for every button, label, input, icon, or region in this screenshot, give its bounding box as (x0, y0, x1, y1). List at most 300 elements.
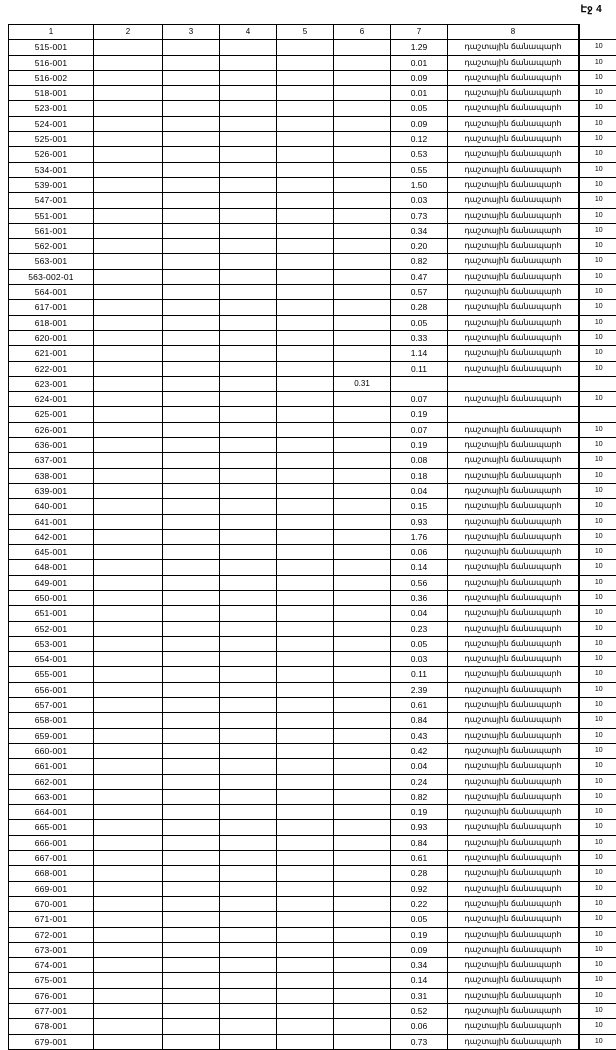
table-row (9, 453, 616, 468)
cell-value: 0.93 (391, 514, 448, 529)
cell-c3 (163, 208, 220, 223)
cell-c6 (334, 239, 391, 254)
cell-c3 (163, 621, 220, 636)
cell-c5 (277, 1034, 334, 1049)
table-row (9, 759, 616, 774)
cell-c2 (94, 468, 163, 483)
cell-c5 (277, 285, 334, 300)
cell-description: դաշտային ճանապարհ (448, 774, 580, 789)
cell-c4 (220, 560, 277, 575)
cell-value: 0.61 (391, 698, 448, 713)
cell-c5 (277, 40, 334, 55)
cell-c6 (334, 942, 391, 957)
cell-c3 (163, 728, 220, 743)
cell-c2 (94, 560, 163, 575)
table-row (9, 269, 616, 284)
cell-tail: 10 (579, 713, 616, 728)
cell-c6 (334, 636, 391, 651)
cell-c3 (163, 896, 220, 911)
cell-description: դաշտային ճանապարհ (448, 101, 580, 116)
cell-c3 (163, 438, 220, 453)
cell-c2 (94, 361, 163, 376)
cell-c6 (334, 851, 391, 866)
cell-c6 (334, 682, 391, 697)
cell-code: 526-001 (9, 147, 94, 162)
cell-tail: 10 (579, 652, 616, 667)
cell-c5 (277, 636, 334, 651)
cell-value: 0.04 (391, 606, 448, 621)
cell-value: 0.11 (391, 361, 448, 376)
cell-c6 (334, 652, 391, 667)
cell-c5 (277, 560, 334, 575)
cell-c2 (94, 682, 163, 697)
cell-value: 0.82 (391, 254, 448, 269)
table-row (9, 162, 616, 177)
cell-c4 (220, 759, 277, 774)
table-row (9, 483, 616, 498)
table-row (9, 743, 616, 758)
cell-c4 (220, 376, 277, 391)
cell-c6 (334, 774, 391, 789)
cell-c4 (220, 774, 277, 789)
cell-c3 (163, 529, 220, 544)
cell-c6 (334, 789, 391, 804)
cell-tail: 10 (579, 1034, 616, 1049)
cell-c3 (163, 743, 220, 758)
cell-c5 (277, 330, 334, 345)
cell-c5 (277, 789, 334, 804)
cell-code: 637-001 (9, 453, 94, 468)
cell-c4 (220, 346, 277, 361)
cell-code: 642-001 (9, 529, 94, 544)
cell-c5 (277, 223, 334, 238)
cell-value: 0.22 (391, 896, 448, 911)
table-row (9, 147, 616, 162)
table-row (9, 988, 616, 1003)
table-row (9, 942, 616, 957)
table-row (9, 315, 616, 330)
column-header-4: 4 (220, 25, 277, 40)
table-row (9, 789, 616, 804)
cell-c6 (334, 575, 391, 590)
cell-c2 (94, 973, 163, 988)
cell-value: 0.47 (391, 269, 448, 284)
cell-code: 638-001 (9, 468, 94, 483)
cell-c4 (220, 713, 277, 728)
cell-c2 (94, 70, 163, 85)
cell-c3 (163, 239, 220, 254)
cell-c3 (163, 789, 220, 804)
cell-c2 (94, 667, 163, 682)
cell-value: 0.09 (391, 942, 448, 957)
cell-description: դաշտային ճանապարհ (448, 713, 580, 728)
cell-c5 (277, 881, 334, 896)
cell-c2 (94, 132, 163, 147)
table-body (9, 40, 616, 1050)
cell-code: 620-001 (9, 330, 94, 345)
cell-c2 (94, 55, 163, 70)
cell-c4 (220, 529, 277, 544)
cell-code: 562-001 (9, 239, 94, 254)
cell-code: 515-001 (9, 40, 94, 55)
cell-c3 (163, 851, 220, 866)
cell-c4 (220, 315, 277, 330)
cell-description: դաշտային ճանապարհ (448, 330, 580, 345)
cell-c6 (334, 453, 391, 468)
cell-tail: 10 (579, 851, 616, 866)
cell-c3 (163, 1034, 220, 1049)
table-row (9, 698, 616, 713)
cell-c4 (220, 652, 277, 667)
cell-c6 (334, 973, 391, 988)
cell-c3 (163, 820, 220, 835)
cell-description: դաշտային ճանապարհ (448, 315, 580, 330)
cell-value: 0.19 (391, 438, 448, 453)
cell-c5 (277, 652, 334, 667)
cell-tail: 10 (579, 866, 616, 881)
table-row (9, 101, 616, 116)
cell-c4 (220, 636, 277, 651)
cell-c5 (277, 208, 334, 223)
cell-tail: 10 (579, 453, 616, 468)
cell-value: 0.14 (391, 560, 448, 575)
cell-c2 (94, 162, 163, 177)
cell-tail: 10 (579, 560, 616, 575)
cell-c5 (277, 315, 334, 330)
cell-c3 (163, 759, 220, 774)
cell-tail: 10 (579, 1019, 616, 1034)
cell-c4 (220, 1019, 277, 1034)
table-row (9, 361, 616, 376)
cell-c4 (220, 728, 277, 743)
cell-code: 617-001 (9, 300, 94, 315)
cell-c3 (163, 376, 220, 391)
cell-tail: 10 (579, 958, 616, 973)
cell-c2 (94, 606, 163, 621)
cell-c5 (277, 392, 334, 407)
cell-c4 (220, 835, 277, 850)
cell-c2 (94, 422, 163, 437)
cell-c6 (334, 40, 391, 55)
cell-c6 (334, 820, 391, 835)
cell-c3 (163, 330, 220, 345)
cell-c4 (220, 820, 277, 835)
cell-code: 672-001 (9, 927, 94, 942)
cell-c2 (94, 300, 163, 315)
cell-c6 (334, 223, 391, 238)
cell-c2 (94, 438, 163, 453)
cell-c5 (277, 361, 334, 376)
table-row (9, 499, 616, 514)
cell-tail: 10 (579, 223, 616, 238)
table-header (9, 25, 616, 40)
cell-c5 (277, 866, 334, 881)
cell-c4 (220, 468, 277, 483)
cell-c6 (334, 988, 391, 1003)
table-row (9, 438, 616, 453)
cell-tail: 10 (579, 606, 616, 621)
cell-tail: 10 (579, 774, 616, 789)
cell-tail: 10 (579, 499, 616, 514)
cell-c2 (94, 575, 163, 590)
cell-value: 0.34 (391, 958, 448, 973)
cell-c6 (334, 70, 391, 85)
cell-c4 (220, 927, 277, 942)
cell-code: 622-001 (9, 361, 94, 376)
table-header-row (9, 25, 616, 40)
cell-value (391, 376, 448, 391)
cell-c2 (94, 208, 163, 223)
cell-c2 (94, 1019, 163, 1034)
cell-c2 (94, 866, 163, 881)
cell-description: դաշտային ճանապարհ (448, 514, 580, 529)
cell-tail: 10 (579, 177, 616, 192)
cell-tail: 10 (579, 835, 616, 850)
cell-c5 (277, 759, 334, 774)
cell-code: 668-001 (9, 866, 94, 881)
table-row (9, 116, 616, 131)
cell-value: 0.06 (391, 1019, 448, 1034)
cell-description: դաշտային ճանապարհ (448, 896, 580, 911)
cell-c6 (334, 743, 391, 758)
cell-code: 639-001 (9, 483, 94, 498)
cell-value: 0.12 (391, 132, 448, 147)
cell-c6 (334, 101, 391, 116)
cell-tail: 10 (579, 254, 616, 269)
cell-tail: 10 (579, 667, 616, 682)
cell-value: 0.57 (391, 285, 448, 300)
cell-c5 (277, 728, 334, 743)
cell-tail: 10 (579, 285, 616, 300)
cell-c2 (94, 743, 163, 758)
cell-c2 (94, 713, 163, 728)
cell-c3 (163, 652, 220, 667)
cell-tail: 10 (579, 346, 616, 361)
table-row (9, 1034, 616, 1049)
cell-c5 (277, 835, 334, 850)
cell-c5 (277, 483, 334, 498)
cell-code: 659-001 (9, 728, 94, 743)
cell-code: 525-001 (9, 132, 94, 147)
cell-code: 658-001 (9, 713, 94, 728)
cell-value: 0.05 (391, 912, 448, 927)
table-row (9, 376, 616, 391)
cell-c5 (277, 590, 334, 605)
cell-c6 (334, 269, 391, 284)
cell-c5 (277, 468, 334, 483)
cell-c2 (94, 116, 163, 131)
cell-c3 (163, 912, 220, 927)
cell-c6 (334, 958, 391, 973)
cell-c2 (94, 392, 163, 407)
table-row (9, 208, 616, 223)
cell-description: դաշտային ճանապարհ (448, 1034, 580, 1049)
cell-tail (579, 407, 616, 422)
table-row (9, 652, 616, 667)
cell-description: դաշտային ճանապարհ (448, 988, 580, 1003)
cell-c2 (94, 805, 163, 820)
column-header-5: 5 (277, 25, 334, 40)
cell-c6 (334, 529, 391, 544)
cell-c6 (334, 1004, 391, 1019)
cell-description: դաշտային ճանապարհ (448, 973, 580, 988)
cell-c5 (277, 147, 334, 162)
cell-code: 625-001 (9, 407, 94, 422)
cell-code: 674-001 (9, 958, 94, 973)
cell-c3 (163, 499, 220, 514)
cell-description: դաշտային ճանապարհ (448, 208, 580, 223)
cell-code: 665-001 (9, 820, 94, 835)
cell-c6 (334, 438, 391, 453)
cell-code: 636-001 (9, 438, 94, 453)
cell-value: 0.05 (391, 101, 448, 116)
cell-c3 (163, 667, 220, 682)
cell-description: դաշտային ճանապարհ (448, 652, 580, 667)
cell-c3 (163, 805, 220, 820)
table-row (9, 973, 616, 988)
cell-c6 (334, 254, 391, 269)
cell-code: 564-001 (9, 285, 94, 300)
cell-c5 (277, 942, 334, 957)
cell-c5 (277, 116, 334, 131)
cell-c4 (220, 590, 277, 605)
cell-c5 (277, 132, 334, 147)
cell-c4 (220, 545, 277, 560)
cell-code: 516-002 (9, 70, 94, 85)
cell-code: 654-001 (9, 652, 94, 667)
cell-c4 (220, 973, 277, 988)
cell-c3 (163, 1004, 220, 1019)
cell-c2 (94, 346, 163, 361)
cell-c6 (334, 422, 391, 437)
cell-code: 667-001 (9, 851, 94, 866)
cell-description: դաշտային ճանապարհ (448, 958, 580, 973)
cell-c2 (94, 1004, 163, 1019)
cell-c2 (94, 177, 163, 192)
cell-c4 (220, 162, 277, 177)
cell-c2 (94, 728, 163, 743)
cell-description: դաշտային ճանապարհ (448, 942, 580, 957)
cell-tail: 10 (579, 805, 616, 820)
cell-c4 (220, 743, 277, 758)
table-row (9, 514, 616, 529)
cell-c2 (94, 759, 163, 774)
cell-value: 0.05 (391, 315, 448, 330)
cell-c5 (277, 514, 334, 529)
cell-value: 0.04 (391, 483, 448, 498)
cell-c5 (277, 682, 334, 697)
cell-c3 (163, 254, 220, 269)
cell-c3 (163, 606, 220, 621)
column-header-3: 3 (163, 25, 220, 40)
cell-description: դաշտային ճանապարհ (448, 468, 580, 483)
cell-c4 (220, 606, 277, 621)
cell-value: 0.82 (391, 789, 448, 804)
cell-c6 (334, 407, 391, 422)
table-row (9, 728, 616, 743)
cell-tail: 10 (579, 438, 616, 453)
cell-code: 648-001 (9, 560, 94, 575)
cell-c3 (163, 927, 220, 942)
cell-code: 675-001 (9, 973, 94, 988)
cell-c2 (94, 774, 163, 789)
cell-value: 0.05 (391, 636, 448, 651)
cell-c3 (163, 468, 220, 483)
cell-c6 (334, 132, 391, 147)
cell-code: 551-001 (9, 208, 94, 223)
cell-c4 (220, 866, 277, 881)
table-row (9, 621, 616, 636)
column-header-1: 1 (9, 25, 94, 40)
cell-value: 0.73 (391, 208, 448, 223)
cell-tail: 10 (579, 392, 616, 407)
cell-c6 (334, 86, 391, 101)
cell-c6 (334, 285, 391, 300)
cell-c5 (277, 713, 334, 728)
cell-tail: 10 (579, 422, 616, 437)
cell-c5 (277, 896, 334, 911)
cell-c4 (220, 575, 277, 590)
cell-c2 (94, 912, 163, 927)
cell-c4 (220, 896, 277, 911)
cell-c3 (163, 453, 220, 468)
cell-tail: 10 (579, 193, 616, 208)
cell-value: 0.19 (391, 805, 448, 820)
cell-code: 662-001 (9, 774, 94, 789)
table-row (9, 851, 616, 866)
cell-c2 (94, 315, 163, 330)
cell-c4 (220, 438, 277, 453)
column-header-8: 8 (448, 25, 580, 40)
cell-description: դաշտային ճանապարհ (448, 698, 580, 713)
cell-c3 (163, 545, 220, 560)
cell-c4 (220, 101, 277, 116)
cell-c2 (94, 698, 163, 713)
cell-c5 (277, 239, 334, 254)
table-row (9, 40, 616, 55)
cell-value: 0.14 (391, 973, 448, 988)
table-row (9, 805, 616, 820)
cell-c3 (163, 560, 220, 575)
cell-c4 (220, 499, 277, 514)
cell-value: 1.14 (391, 346, 448, 361)
table-row (9, 132, 616, 147)
cell-code: 563-002-01 (9, 269, 94, 284)
cell-description: դաշտային ճանապարհ (448, 40, 580, 55)
cell-code: 671-001 (9, 912, 94, 927)
cell-c2 (94, 958, 163, 973)
cell-code: 661-001 (9, 759, 94, 774)
cell-tail: 10 (579, 101, 616, 116)
cell-c3 (163, 346, 220, 361)
cell-tail: 10 (579, 315, 616, 330)
cell-value: 0.84 (391, 713, 448, 728)
cell-description: դաշտային ճանապարհ (448, 55, 580, 70)
cell-c3 (163, 116, 220, 131)
table-row (9, 927, 616, 942)
cell-description: դաշտային ճանապարհ (448, 438, 580, 453)
table-row (9, 636, 616, 651)
cell-c6 (334, 330, 391, 345)
cell-description: դաշտային ճանապարհ (448, 545, 580, 560)
cell-c6 (334, 514, 391, 529)
cell-c5 (277, 86, 334, 101)
cell-c2 (94, 147, 163, 162)
cell-code: 524-001 (9, 116, 94, 131)
cell-value: 0.15 (391, 499, 448, 514)
cell-code: 547-001 (9, 193, 94, 208)
cell-c3 (163, 285, 220, 300)
